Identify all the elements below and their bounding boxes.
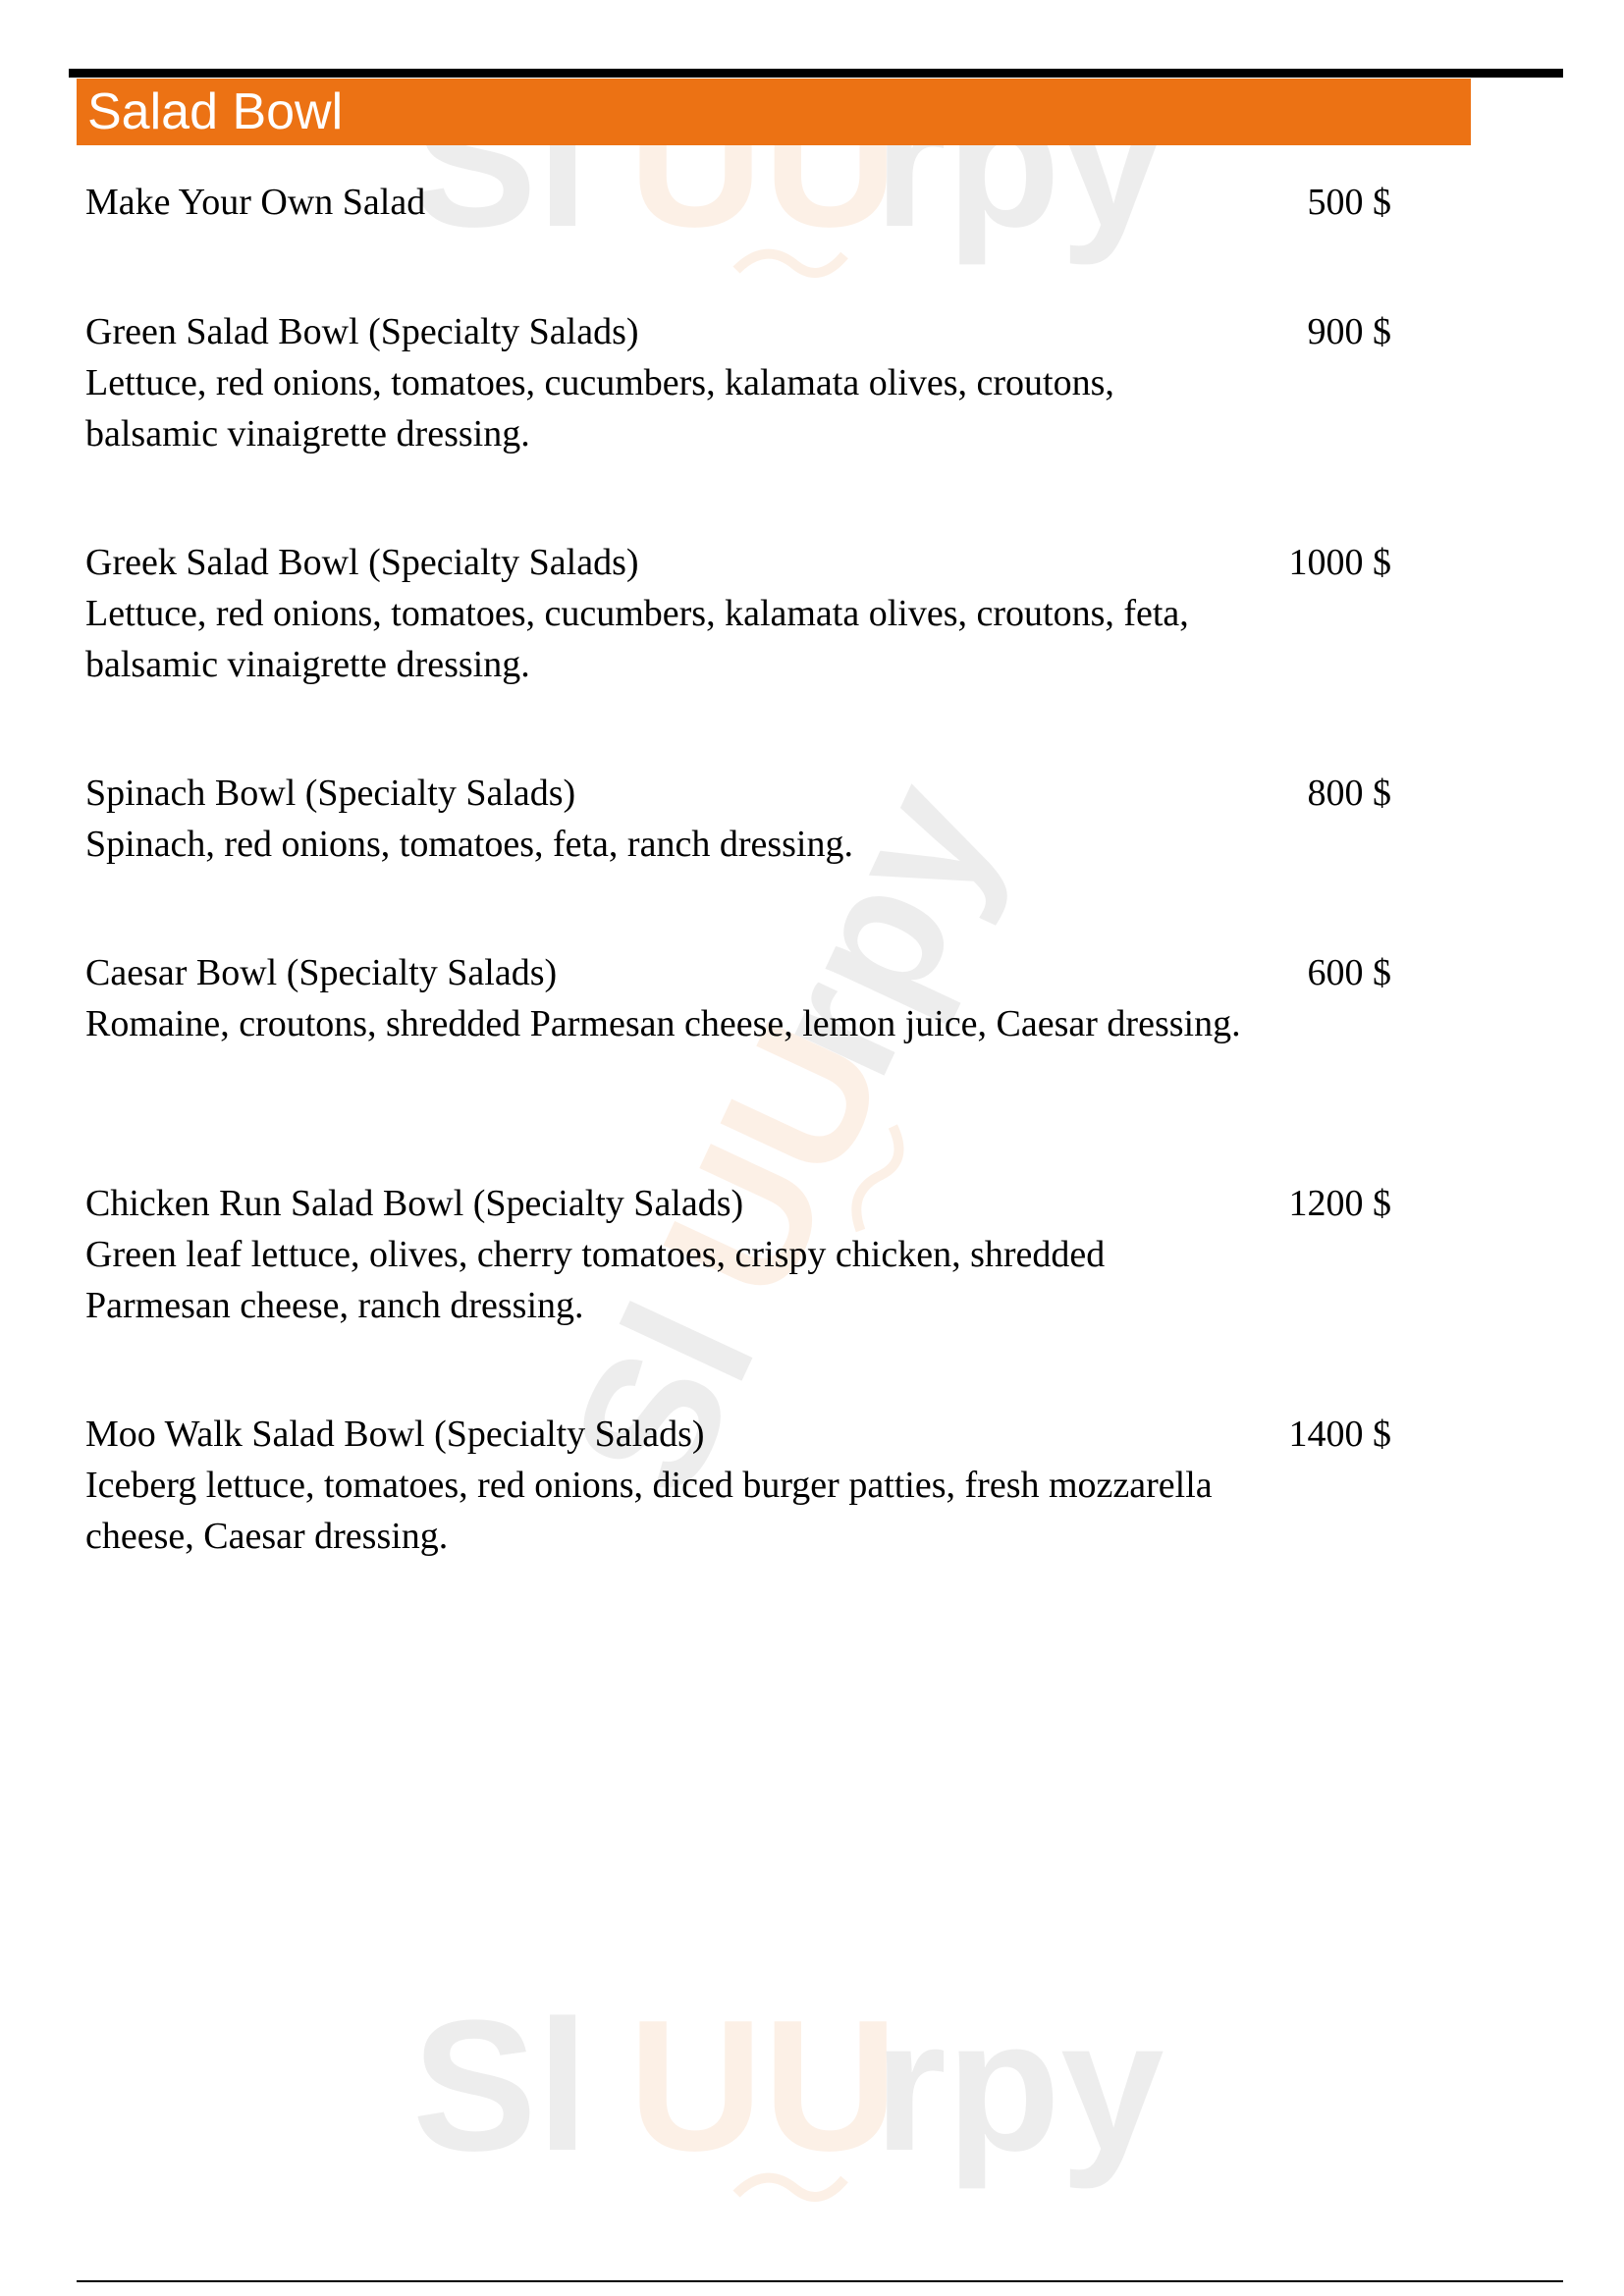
menu-item-green-salad-bowl: [85, 306, 1391, 459]
item-name: Caesar Bowl (Specialty Salads): [85, 952, 558, 993]
menu-item-chicken-run-salad-bowl: [85, 1178, 1391, 1331]
item-name: Moo Walk Salad Bowl (Specialty Salads): [85, 1414, 705, 1455]
watermark-logo-bottom: [412, 1983, 1198, 2218]
item-price: 1200 $: [1288, 1183, 1391, 1224]
item-description: Green leaf lettuce, olives, cherry tomatoes, crispy chicken, shredded Parmesan cheese, ranch dressing.: [85, 1234, 1106, 1326]
section-header: [77, 79, 1471, 145]
item-name: Green Salad Bowl (Specialty Salads): [85, 311, 639, 352]
svg-text:UU: UU: [628, 59, 898, 266]
item-price: 500 $: [1307, 182, 1391, 223]
svg-text:Sl: Sl: [412, 1983, 589, 2190]
menu-item-caesar-bowl: [85, 947, 1391, 1049]
sluurpy-logo-icon: [412, 1983, 1198, 2218]
section-title: Salad Bowl: [87, 83, 344, 140]
item-price: 800 $: [1307, 773, 1391, 814]
item-name: Chicken Run Salad Bowl (Specialty Salads): [85, 1183, 744, 1224]
item-description: Lettuce, red onions, tomatoes, cucumbers, kalamata olives, croutons, balsamic vinaigrette dressing.: [85, 362, 1114, 454]
item-description: Lettuce, red onions, tomatoes, cucumbers, kalamata olives, croutons, feta, balsamic vinaigrette dressing.: [85, 593, 1189, 685]
svg-text:Sl: Sl: [412, 59, 589, 266]
menu-item-make-your-own-salad: [85, 177, 1391, 228]
top-divider: [69, 69, 1563, 78]
svg-text:UU: UU: [623, 994, 926, 1327]
item-name: Spinach Bowl (Specialty Salads): [85, 773, 576, 814]
item-description: Romaine, croutons, shredded Parmesan cheese, lemon juice, Caesar dressing.: [85, 1003, 1241, 1044]
item-description: Iceberg lettuce, tomatoes, red onions, diced burger patties, fresh mozzarella cheese, Caesar dressing.: [85, 1465, 1213, 1557]
item-price: 1000 $: [1288, 542, 1391, 583]
item-price: 600 $: [1307, 952, 1391, 993]
svg-text:rpy: rpy: [874, 1983, 1164, 2190]
item-description: Spinach, red onions, tomatoes, feta, ranch dressing.: [85, 824, 853, 865]
svg-text:rpy: rpy: [726, 753, 1039, 1105]
item-name: Make Your Own Salad: [85, 182, 426, 223]
menu-item-greek-salad-bowl: [85, 537, 1391, 690]
svg-text:Sl: Sl: [532, 1274, 795, 1522]
item-name: Greek Salad Bowl (Specialty Salads): [85, 542, 639, 583]
menu-item-moo-walk-salad-bowl: [85, 1409, 1391, 1562]
menu-item-spinach-bowl: [85, 768, 1391, 870]
bottom-divider: [77, 2280, 1563, 2282]
item-price: 1400 $: [1288, 1414, 1391, 1455]
svg-text:UU: UU: [628, 1983, 898, 2190]
item-price: 900 $: [1307, 311, 1391, 352]
svg-text:rpy: rpy: [874, 59, 1164, 266]
